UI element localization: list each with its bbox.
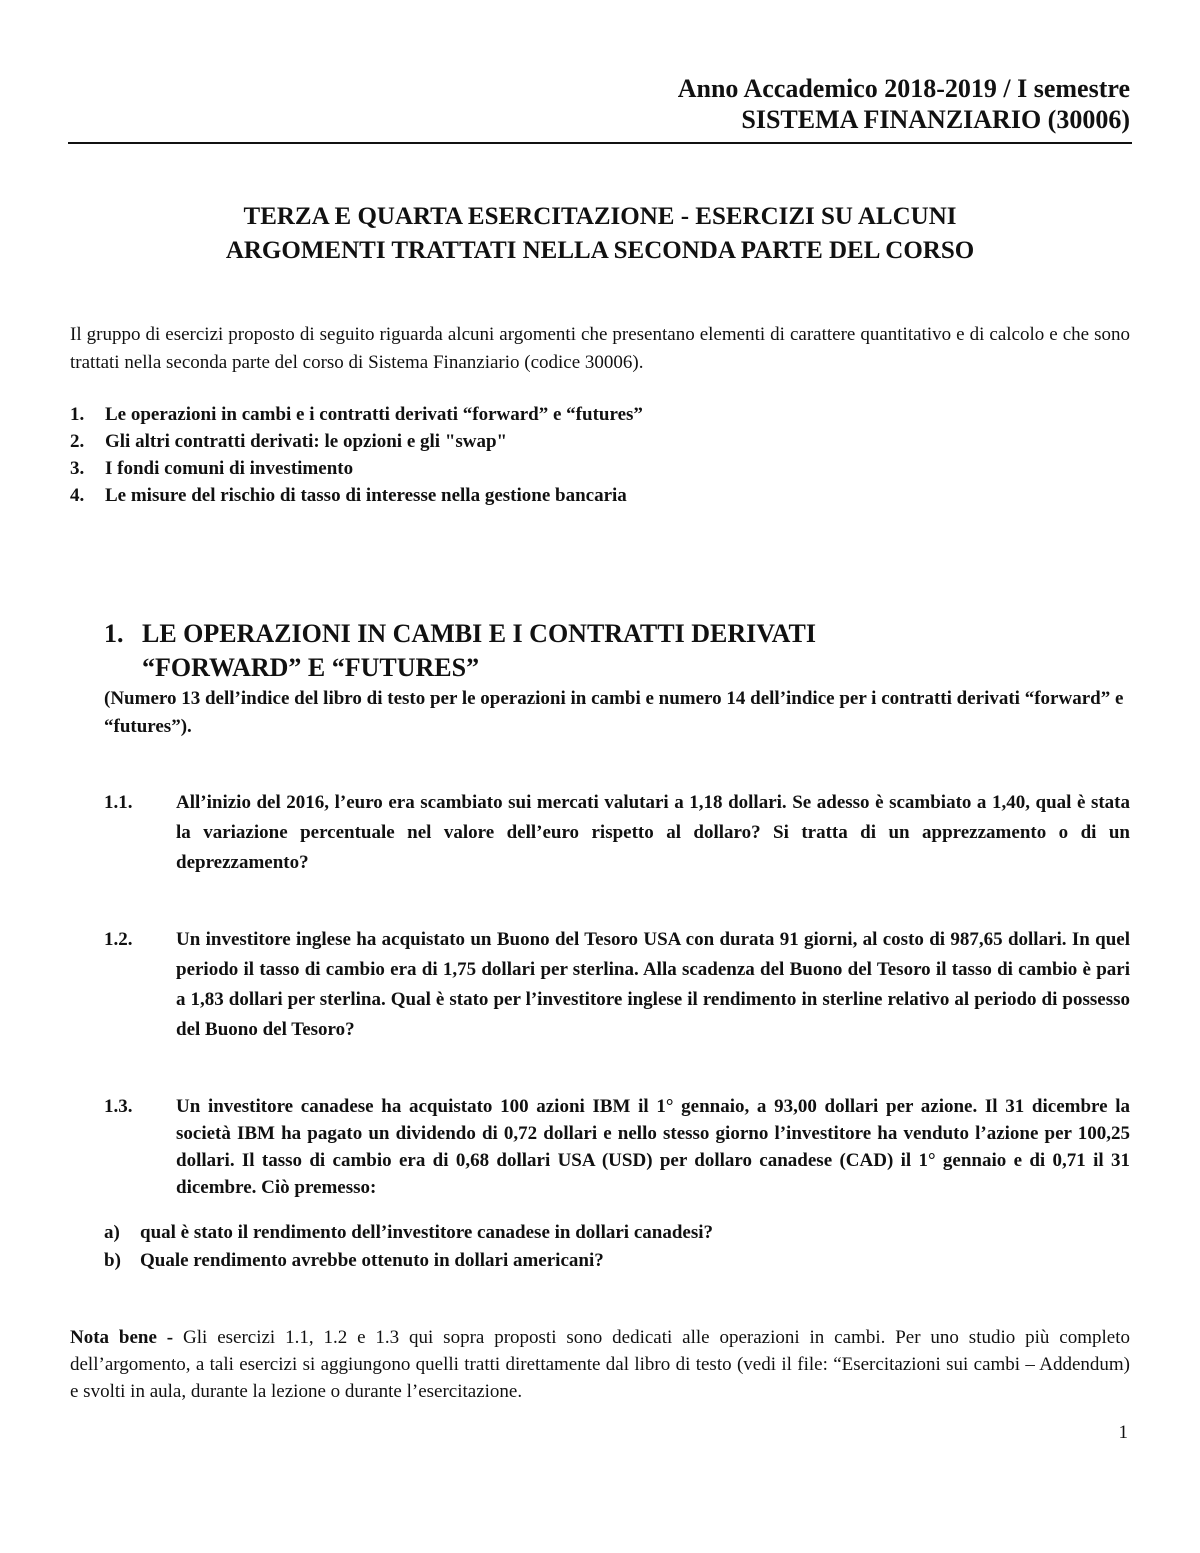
topic-text: I fondi comuni di investimento	[105, 458, 354, 479]
intro-paragraph: Il gruppo di esercizi proposto di seguito riguarda alcuni argomenti che presentano elementi di carattere quantitativo e di calcolo e che sono trattati nella seconda parte del corso di Sistema Finanziario (codice 30006).	[70, 324, 1130, 373]
document-title-line-2: ARGOMENTI TRATTATI NELLA SECONDA PARTE DEL CORSO	[225, 237, 975, 264]
document-title	[68, 200, 1132, 268]
topic-item	[70, 455, 643, 482]
topic-number: 3.	[70, 458, 85, 479]
subquestion-text: qual è stato il rendimento dell’investitore canadese in dollari canadesi?	[140, 1222, 713, 1243]
exercise-item	[104, 788, 1130, 878]
exercise-item	[104, 1093, 1130, 1201]
nota-bene-label: Nota bene -	[70, 1327, 174, 1348]
topic-text: Le operazioni in cambi e i contratti derivati “forward” e “futures”	[105, 404, 643, 425]
topic-item	[70, 428, 643, 455]
course-header	[678, 73, 1130, 135]
subquestion-letter: a)	[104, 1222, 120, 1243]
exercise-number: 1.1.	[104, 792, 133, 813]
subquestion-item	[104, 1219, 713, 1247]
exercise-text: All’inizio del 2016, l’euro era scambiato sui mercati valutari a 1,18 dollari. Se adesso è scambiato a 1,40, qual è stata la variazione percentuale nel valore dell’euro rispetto al dollaro? Si tratta di un apprezzamento o di un deprezzamento?	[176, 792, 1130, 873]
page-number: 1	[1118, 1422, 1128, 1443]
topic-number: 4.	[70, 485, 85, 506]
section-title-line-2: “FORWARD” E “FUTURES”	[142, 653, 480, 682]
topic-item	[70, 401, 643, 428]
section-number: 1.	[104, 619, 124, 648]
section-note: (Numero 13 dell’indice del libro di testo per le operazioni in cambi e numero 14 dell’indice per i contratti derivati “forward” e “futures”).	[104, 688, 1124, 737]
subquestion-list	[104, 1219, 713, 1275]
topic-item	[70, 482, 643, 509]
academic-year: Anno Accademico 2018-2019 / I semestre	[677, 74, 1130, 103]
exercise-item	[104, 925, 1130, 1045]
nota-bene-paragraph	[70, 1324, 1130, 1405]
topic-text: Gli altri contratti derivati: le opzioni e gli "swap"	[105, 431, 508, 452]
topic-number: 1.	[70, 404, 85, 425]
exercise-number: 1.3.	[104, 1096, 133, 1117]
topic-text: Le misure del rischio di tasso di interesse nella gestione bancaria	[105, 485, 627, 506]
subquestion-letter: b)	[104, 1250, 121, 1271]
topic-list	[70, 401, 643, 509]
section-heading	[104, 617, 816, 685]
subquestion-item	[104, 1247, 713, 1275]
course-name: SISTEMA FINANZIARIO (30006)	[741, 105, 1130, 134]
exercise-number: 1.2.	[104, 929, 133, 950]
document-title-line-1: TERZA E QUARTA ESERCITAZIONE - ESERCIZI SU ALCUNI	[243, 203, 957, 230]
exercise-text: Un investitore canadese ha acquistato 100 azioni IBM il 1° gennaio, a 93,00 dollari per azione. Il 31 dicembre la società IBM ha pagato un dividendo di 0,72 dollari e nello stesso giorno l’investitore ha venduto l’azione per 100,25 dollari. Il tasso di cambio era di 0,68 dollari USA (USD) per dollaro canadese (CAD) il 1° gennaio e di 0,71 il 31 dicembre. Ciò premesso:	[176, 1096, 1130, 1198]
nota-bene-text: Gli esercizi 1.1, 1.2 e 1.3 qui sopra proposti sono dedicati alle operazioni in cambi. Per uno studio più completo dell’argomento, a tali esercizi si aggiungono quelli tratti direttamente dal libro di testo (vedi il file: “Esercitazioni sui cambi – Addendum) e svolti in aula, durante la lezione o durante l’esercitazione.	[70, 1327, 1130, 1402]
header-divider	[68, 142, 1132, 144]
exercise-text: Un investitore inglese ha acquistato un Buono del Tesoro USA con durata 91 giorni, al costo di 987,65 dollari. In quel periodo il tasso di cambio era di 1,75 dollari per sterlina. Alla scadenza del Buono del Tesoro il tasso di cambio è pari a 1,83 dollari per sterlina. Qual è stato per l’investitore inglese il rendimento in sterline relativo al periodo di possesso del Buono del Tesoro?	[176, 929, 1130, 1040]
section-title-line-1: LE OPERAZIONI IN CAMBI E I CONTRATTI DERIVATI	[142, 619, 816, 648]
subquestion-text: Quale rendimento avrebbe ottenuto in dollari americani?	[140, 1250, 604, 1271]
topic-number: 2.	[70, 431, 85, 452]
